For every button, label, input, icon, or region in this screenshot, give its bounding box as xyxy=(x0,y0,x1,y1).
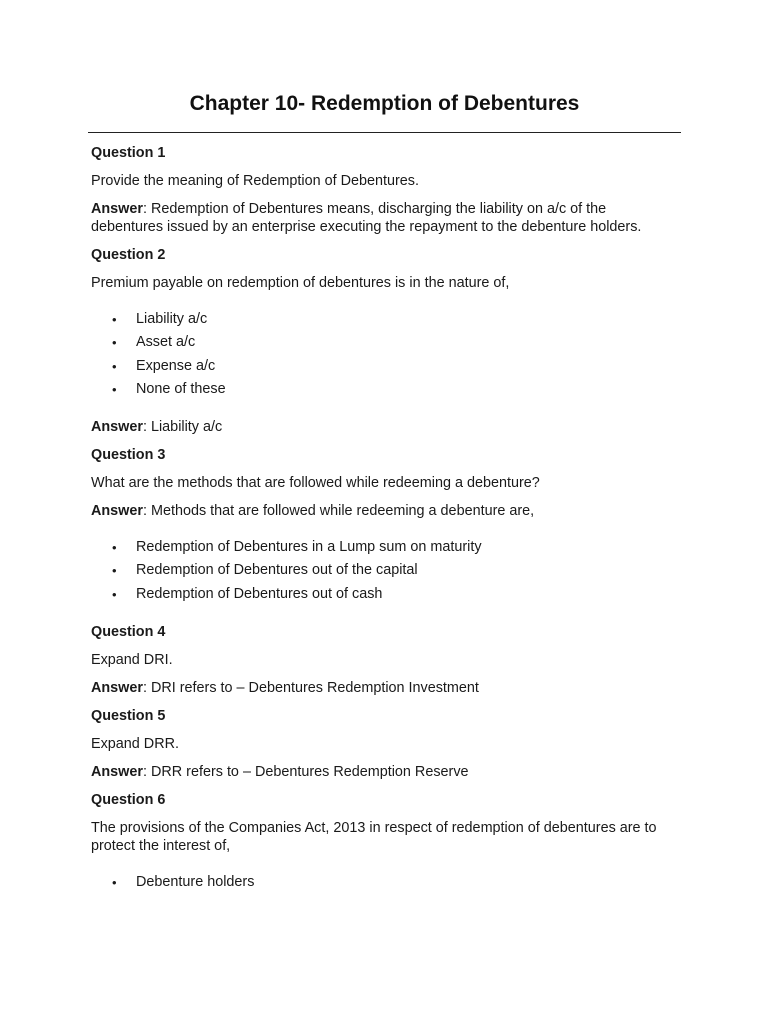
question-2 xyxy=(91,246,676,436)
answer-text xyxy=(91,763,676,781)
answer-body: : DRI refers to – Debentures Redemption Investment xyxy=(142,680,479,697)
question-heading: Question 3 xyxy=(91,447,166,464)
list-item: • Redemption of Debentures out of the capital xyxy=(91,559,676,582)
question-3 xyxy=(91,446,676,606)
question-text: The provisions of the Companies Act, 2013 in respect of redemption of debentures are to protect the interest of, xyxy=(91,820,657,855)
answer-body: : Methods that are followed while redeeming a debenture are, xyxy=(142,503,535,520)
question-5 xyxy=(91,707,676,781)
question-heading: Question 2 xyxy=(91,247,166,263)
question-1 xyxy=(91,144,676,236)
question-text: Expand DRR. xyxy=(91,736,179,753)
title-divider xyxy=(88,132,681,133)
answer-label: Answer xyxy=(91,419,143,436)
question-text: Expand DRI. xyxy=(91,652,173,669)
question-text: Premium payable on redemption of debentures is in the nature of, xyxy=(91,275,510,291)
answer-text xyxy=(91,418,676,436)
answer-label: Answer xyxy=(91,503,143,520)
options-list xyxy=(91,536,676,606)
answer-body: : DRR refers to – Debentures Redemption Reserve xyxy=(142,764,469,781)
answer-text xyxy=(91,200,676,236)
options-list xyxy=(91,308,676,401)
question-4 xyxy=(91,623,676,697)
question-heading: Question 5 xyxy=(91,708,166,725)
list-item: • Debenture holders xyxy=(91,871,676,894)
answer-label: Answer xyxy=(91,680,143,697)
question-text: What are the methods that are followed while redeeming a debenture? xyxy=(91,475,540,492)
question-heading: Question 4 xyxy=(91,624,166,641)
page-title: Chapter 10- Redemption of Debentures xyxy=(189,92,580,115)
answer-body: : Liability a/c xyxy=(142,419,223,436)
list-item: • Liability a/c xyxy=(91,308,676,331)
answer-text xyxy=(91,502,676,520)
answer-label: Answer xyxy=(91,764,143,781)
question-text: Provide the meaning of Redemption of Debentures. xyxy=(91,173,419,189)
document-content xyxy=(91,144,676,894)
question-6 xyxy=(91,791,676,894)
options-list xyxy=(91,871,676,894)
answer-label: Answer xyxy=(91,201,143,217)
list-item: • Redemption of Debentures in a Lump sum on maturity xyxy=(91,536,676,559)
list-item: • None of these xyxy=(91,378,676,401)
answer-body: : Redemption of Debentures means, discharging the liability on a/c of the debentures issued by an enterprise executing the repayment to the debenture holders. xyxy=(91,201,642,235)
list-item: • Redemption of Debentures out of cash xyxy=(91,583,676,606)
answer-text xyxy=(91,679,676,697)
list-item: • Asset a/c xyxy=(91,331,676,354)
question-heading: Question 1 xyxy=(91,145,166,161)
question-heading: Question 6 xyxy=(91,792,166,809)
list-item: • Expense a/c xyxy=(91,355,676,378)
